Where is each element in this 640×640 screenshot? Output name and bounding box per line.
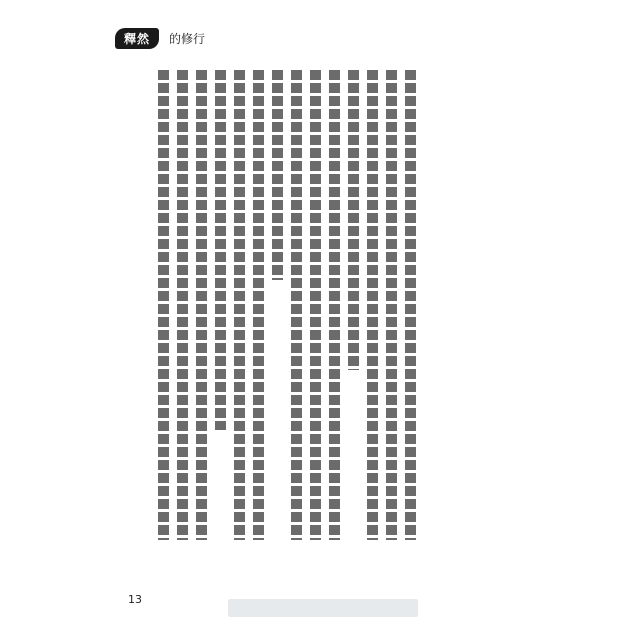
watermark-logo: [228, 555, 478, 627]
text-column: [291, 70, 302, 540]
page-number: 13: [128, 593, 142, 606]
header-badge: 釋然: [115, 28, 159, 49]
text-column: [234, 70, 245, 540]
text-column: [158, 70, 169, 540]
watermark-band: [228, 599, 418, 617]
text-column: [348, 70, 359, 370]
body-text: [148, 70, 416, 540]
running-header: [115, 28, 205, 49]
text-column: [215, 70, 226, 430]
text-column: [272, 70, 283, 280]
text-column: [367, 70, 378, 540]
text-column: [386, 70, 397, 540]
text-column: [405, 70, 416, 540]
header-title: 的修行: [169, 32, 206, 46]
text-column: [177, 70, 188, 540]
text-column: [310, 70, 321, 540]
text-column: [196, 70, 207, 540]
text-column: [253, 70, 264, 540]
text-column: [329, 70, 340, 540]
